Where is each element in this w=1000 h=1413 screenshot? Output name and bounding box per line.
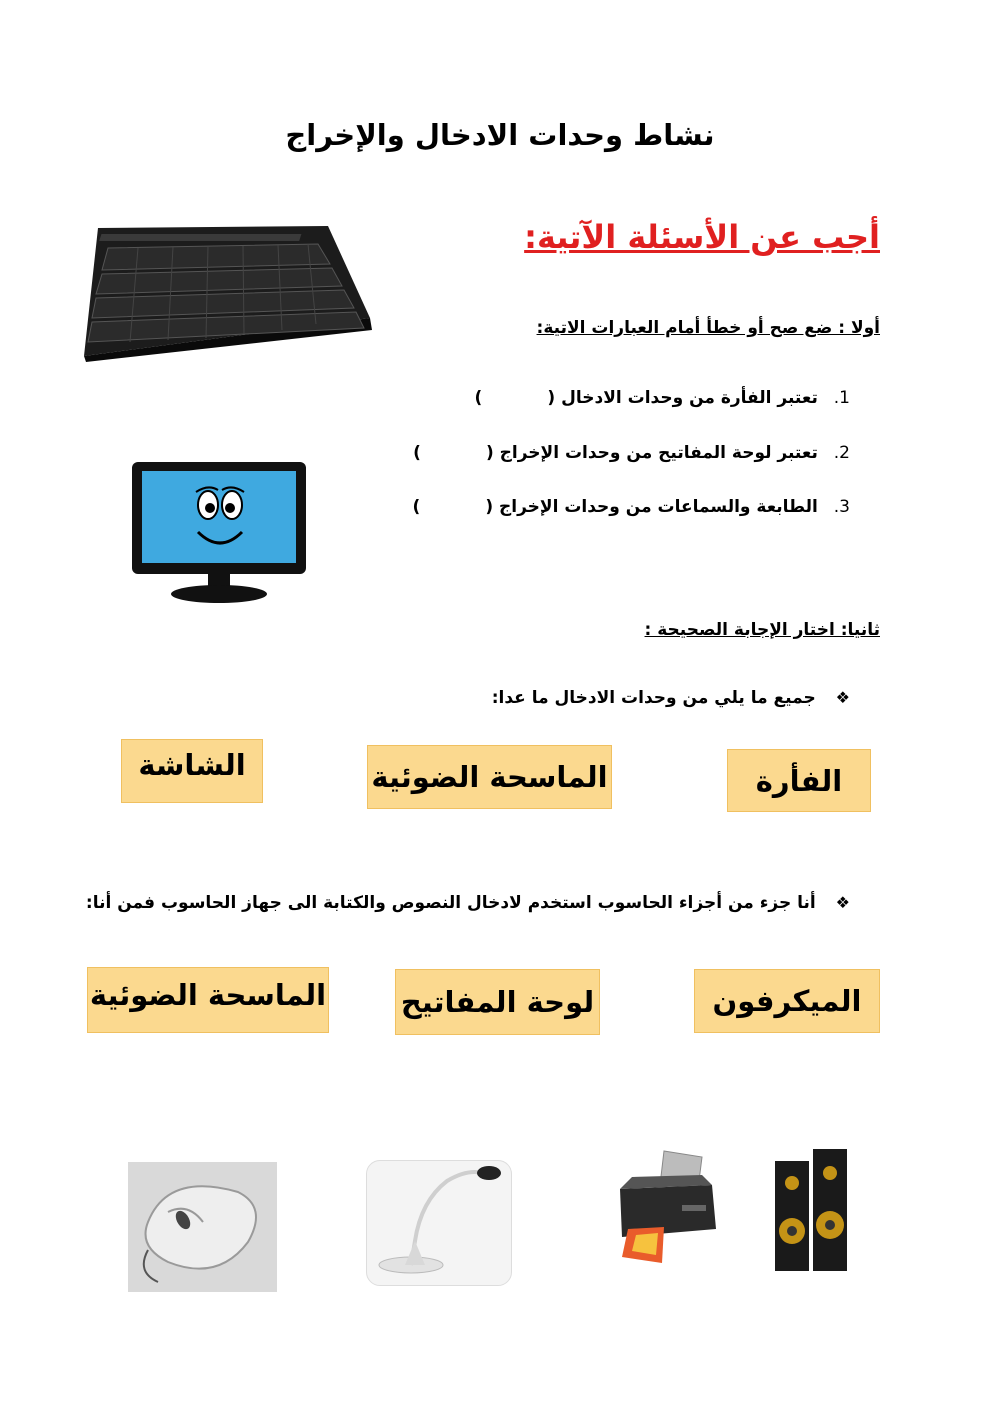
statement-text: الطابعة والسماعات من وحدات الإخراج ( )	[412, 497, 818, 517]
option-microphone[interactable]: الميكرفون	[694, 969, 880, 1033]
true-false-heading: أولا : ضع صح أو خطأ أمام العبارات الاتية:	[536, 318, 880, 338]
question-text: أنا جزء من أجزاء الحاسوب استخدم لادخال النصوص والكتابة الى جهاز الحاسوب فمن أنا:	[85, 893, 816, 913]
option-keyboard[interactable]: لوحة المفاتيح	[395, 969, 600, 1035]
question-2	[86, 893, 850, 913]
microphone-image	[366, 1160, 512, 1286]
statement-2	[413, 443, 850, 463]
bullet-icon: ❖	[835, 893, 850, 912]
question-text: جميع ما يلي من وحدات الادخال ما عدا:	[491, 688, 816, 708]
monitor-image	[130, 460, 308, 605]
bullet-icon: ❖	[835, 688, 850, 707]
option-scanner[interactable]: الماسحة الضوئية	[367, 745, 612, 809]
statement-text: تعتبر لوحة المفاتيح من وحدات الإخراج ( )	[413, 443, 818, 463]
page-title: نشاط وحدات الادخال والإخراج	[285, 118, 715, 152]
option-scanner-2[interactable]: الماسحة الضوئية	[87, 967, 329, 1033]
statement-text: تعتبر الفأرة من وحدات الادخال ( )	[474, 388, 818, 408]
option-screen[interactable]: الشاشة	[121, 739, 263, 803]
speakers-image	[773, 1147, 849, 1275]
printer-image	[612, 1145, 722, 1267]
keyboard-image	[78, 220, 374, 362]
question-1	[492, 688, 850, 708]
multiple-choice-heading: ثانيا: اختار الإجابة الصحيحة :	[644, 620, 880, 640]
statement-number: 3.	[833, 497, 850, 517]
option-mouse[interactable]: الفأرة	[727, 749, 871, 812]
mouse-image	[128, 1162, 277, 1292]
statement-3	[412, 497, 850, 517]
statement-1	[475, 388, 850, 408]
statement-number: 2.	[833, 443, 850, 463]
statement-number: 1.	[833, 388, 850, 408]
instructions-heading: أجب عن الأسئلة الآتية:	[524, 218, 880, 256]
